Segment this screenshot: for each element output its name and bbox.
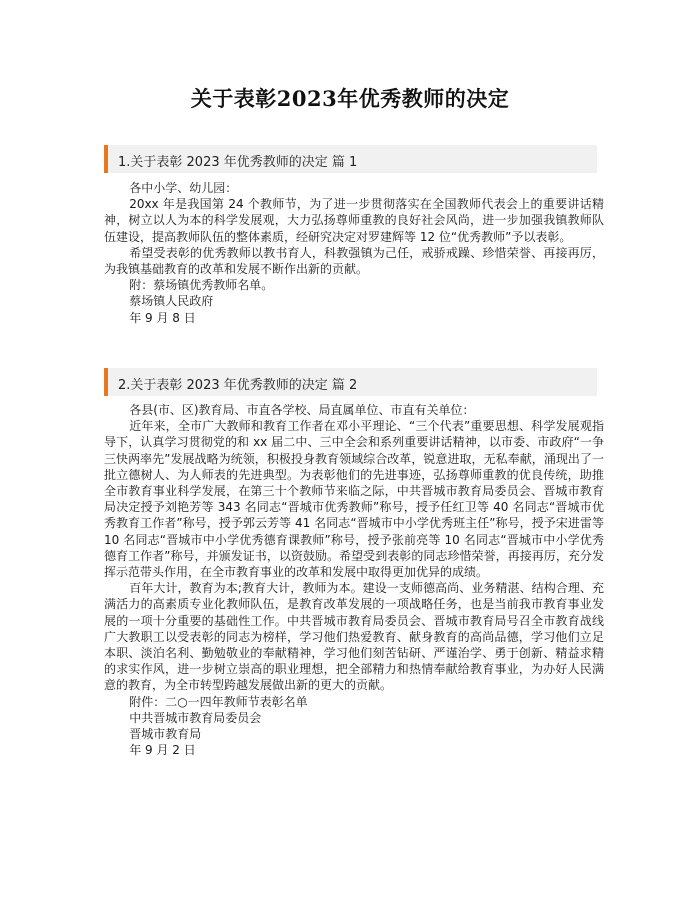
section-1-header (104, 145, 597, 173)
section-2-header-text: 2.关于表彰 2023 年优秀教师的决定 篇 2 (118, 378, 358, 393)
body-paragraph: 百年大计，教育为本;教育大计，教师为本。建设一支师德高尚、业务精湛、结构合理、充满活力的高素质专业化教师队伍，是教育改革发展的一项战略任务，也是当前我市教育事业发展的一项十分重要的基础性工作。中共晋城市教育局委员会、晋城市教育局号召全市教育战线广大教职工以受表彰的同志为榜样，学习他们热爱教育、献身教育的高尚品德，学习他们立足本职、淡泊名利、勤勉敬业的奉献精神，学习他们刻苦钻研、严谨治学、勇于创新、精益求精的求实作风，进一步树立崇高的职业理想，把全部精力和热情奉献给教育事业，为办好人民满意的教育，为全市转型跨越发展做出新的更大的贡献。 (104, 581, 604, 693)
salutation: 各县(市、区)教育局、市直各学校、局直属单位、市直有关单位： (129, 403, 475, 417)
section-2-header (104, 368, 597, 396)
body-paragraph: 近年来，全市广大教师和教育工作者在邓小平理论、“三个代表”重要思想、科学发展观指导下，认真学习贯彻党的和 xx 届二中、三中全会和系列重要讲话精神，以市委、市政府“一争三快两率先”发展战略为统领，积极投身教育领域综合改革，锐意进取，无私奉献，涌现出了一批立德树人、为人师表的先进典型。为表彰他们的先进事迹，弘扬尊师重教的优良传统，助推全市教育事业科学发展，在第三十个教师节来临之际，中共晋城市教育局委员会、晋城市教育局决定授予刘艳芳等 343 名同志“晋城市优秀教师”称号，授予任红卫等 40 名同志“晋城市优秀教育工作者”称号，授予郭云芳等 41 名同志“晋城市中小学优秀班主任”称号，授予宋进雷等 10 名同志“晋城市中小学优秀德育课教师”称号，授予张前亮等 10 名同志“晋城市中小学优秀德育工作者”称号，并颁发证书，以资鼓励。希望受到表彰的同志珍惜荣誉，再接再厉，充分发挥示范带头作用，在全市教育事业的改革和发展中取得更加优异的成绩。 (104, 419, 604, 580)
signature-org: 蔡场镇人民政府 (129, 294, 214, 309)
salutation: 各中小学、幼儿园： (129, 181, 238, 195)
body-paragraph: 20xx 年是我国第 24 个教师节，为了进一步贯彻落实在全国教师代表会上的重要讲话精神，树立以人为本的科学发展观，大力弘扬尊师重教的良好社会风尚，进一步加强我镇教师队伍建设，提高教师队伍的整体素质，经研究决定对罗建辉等 12 位“优秀教师”予以表彰。 (104, 197, 604, 244)
section-1-header-text: 1.关于表彰 2023 年优秀教师的决定 篇 1 (118, 155, 358, 170)
signature-org: 中共晋城市教育局委员会 (129, 710, 262, 725)
signature-org: 晋城市教育局 (129, 727, 202, 742)
document-title: 关于表彰2023年优秀教师的决定 (190, 86, 510, 111)
signature-date: 年 9 月 8 日 (129, 310, 196, 325)
signature-date: 年 9 月 2 日 (129, 743, 196, 758)
attachment-note: 附件：二○一四年教师节表彰名单 (129, 694, 308, 709)
attachment-note: 附：蔡场镇优秀教师名单。 (129, 278, 274, 293)
section-2-body (104, 402, 604, 758)
section-1-body (104, 180, 604, 326)
body-paragraph: 希望受表彰的优秀教师以教书育人，科教强镇为己任，戒骄戒躁、珍惜荣誉、再接再厉，为我镇基础教育的改革和发展不断作出新的贡献。 (104, 245, 604, 277)
